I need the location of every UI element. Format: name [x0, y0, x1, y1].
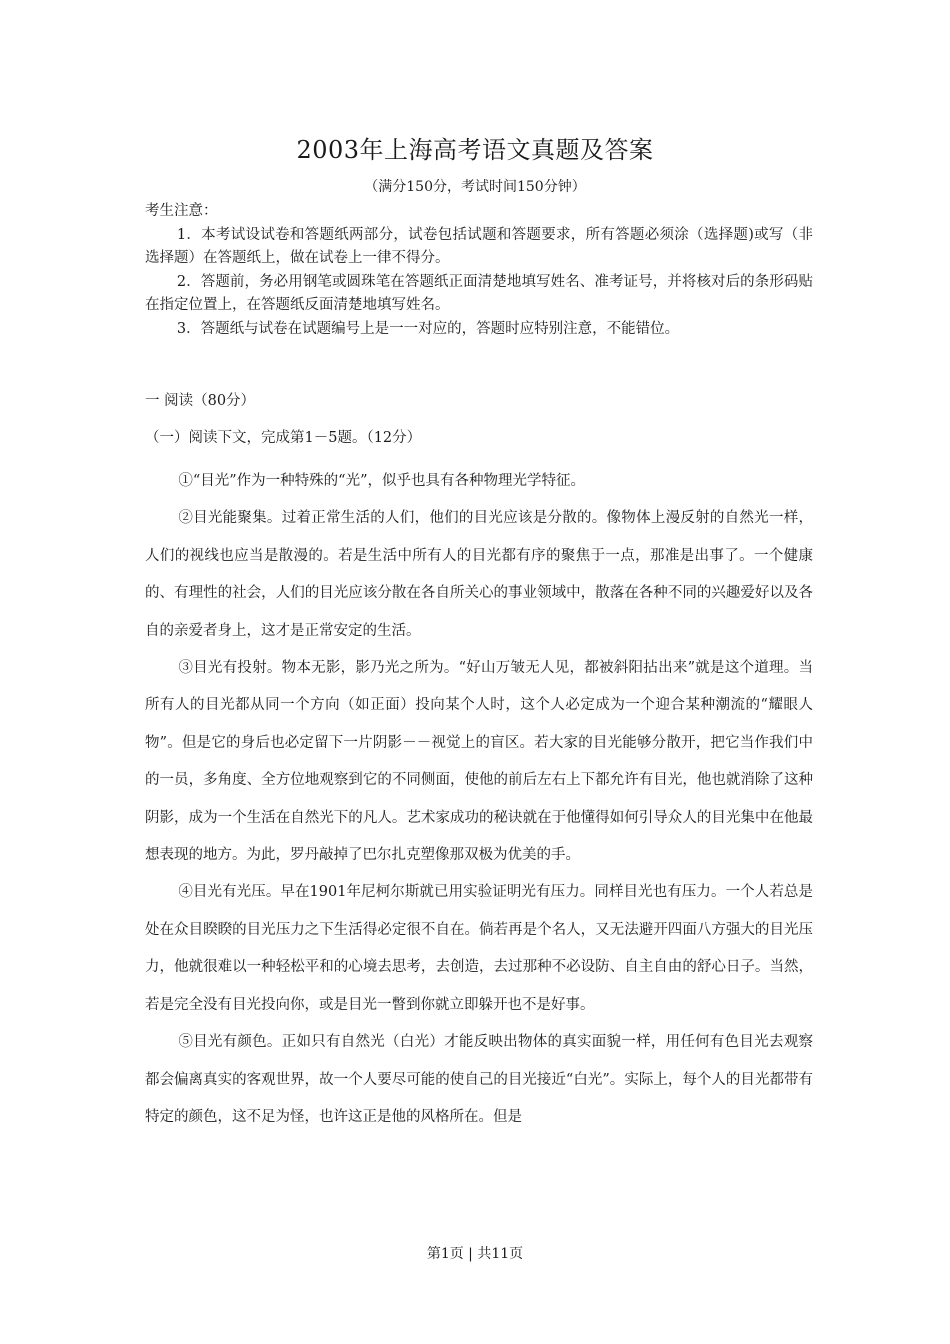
- notice-label: 考生注意：: [145, 203, 218, 219]
- document-title: 2003年上海高考语文真题及答案: [296, 136, 654, 164]
- notice-item: 1．本考试设试卷和答题纸两部分，试卷包括试题和答题要求，所有答题必须涂（选择题)或写（非选择题）在答题纸上，做在试卷上一律不得分。: [145, 226, 813, 267]
- passage-paragraph: ①“目光”作为一种特殊的“光”，似乎也具有各种物理光学特征。: [178, 473, 585, 489]
- section-heading: 一 阅读（80分）: [145, 393, 256, 409]
- document-subtitle: （满分150分，考试时间150分钟）: [364, 179, 586, 195]
- subsection-heading: （一）阅读下文，完成第1－5题。（12分）: [145, 430, 422, 446]
- passage-paragraph: ③目光有投射。物本无影，影乃光之所为。“好山万皱无人见，都被斜阳拈出来”就是这个道理。当所有人的目光都从同一个方向（如正面）投向某个人时，这个人必定成为一个迎合某种潮流的“耀眼人物”。但是它的身后也必定留下一片阴影－－视觉上的盲区。若大家的目光能够分散开，把它当作我们中的一员，多角度、全方位地观察到它的不同侧面，使他的前后左右上下都允许有目光，他也就消除了这种阴影，成为一个生活在自然光下的凡人。艺术家成功的秘诀就在于他懂得如何引导众人的目光集中在他最想表现的地方。为此，罗丹敲掉了巴尔扎克塑像那双极为优美的手。: [145, 660, 813, 864]
- passage-paragraph: ⑤目光有颜色。正如只有自然光（白光）才能反映出物体的真实面貌一样，用任何有色目光去观察都会偏离真实的客观世界，故一个人要尽可能的使自己的目光接近“白光”。实际上，每个人的目光都带有特定的颜色，这不足为怪，也许这正是他的风格所在。但是: [145, 1034, 813, 1125]
- passage-paragraph: ④目光有光压。早在1901年尼柯尔斯就已用实验证明光有压力。同样目光也有压力。一个人若总是处在众目睽睽的目光压力之下生活得必定很不自在。倘若再是个名人，又无法避开四面八方强大的目光压力，他就很难以一种轻松平和的心境去思考，去创造，去过那种不必设防、自主自由的舒心日子。当然，若是完全没有目光投向你，或是目光一瞥到你就立即躲开也不是好事。: [145, 884, 813, 1013]
- passage-paragraph: ②目光能聚集。过着正常生活的人们，他们的目光应该是分散的。像物体上漫反射的自然光一样，人们的视线也应当是散漫的。若是生活中所有人的目光都有序的聚焦于一点，那准是出事了。一个健康的、有理性的社会，人们的目光应该分散在各自所关心的事业领域中，散落在各种不同的兴趣爱好以及各自的亲爱者身上，这才是正常安定的生活。: [145, 510, 813, 639]
- notice-item: 2．答题前，务必用钢笔或圆珠笔在答题纸正面清楚地填写姓名、准考证号，并将核对后的条形码贴在指定位置上，在答题纸反面清楚地填写姓名。: [145, 273, 813, 314]
- reading-passage: [145, 463, 813, 1136]
- page-footer: 第1页 | 共11页: [426, 1246, 524, 1262]
- candidate-notice: [145, 200, 813, 342]
- notice-item: 3．答题纸与试卷在试题编号上是一一对应的，答题时应特别注意，不能错位。: [176, 320, 680, 337]
